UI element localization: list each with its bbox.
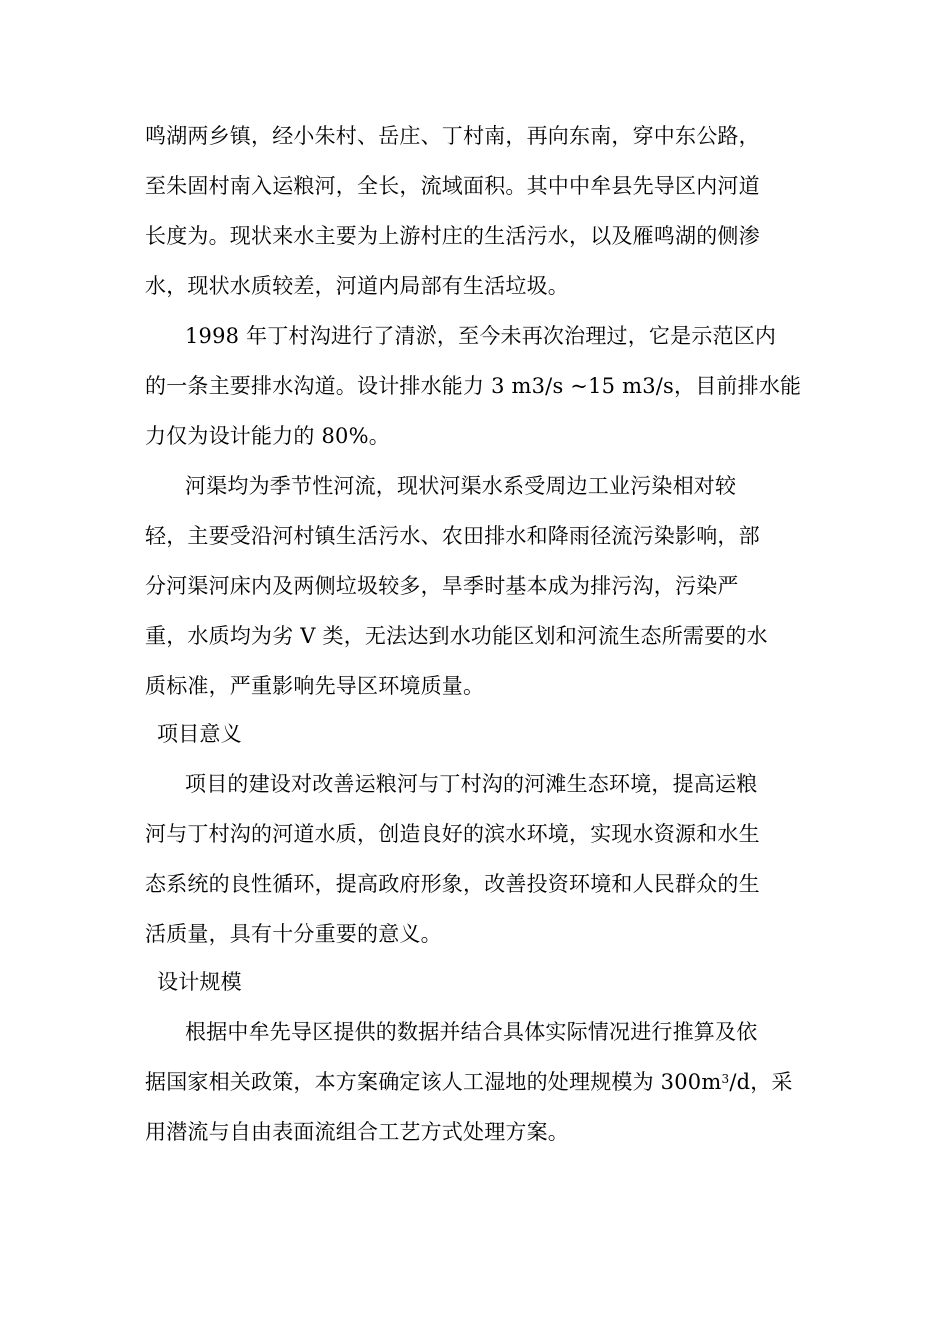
paragraph-line: 至朱固村南入运粮河，全长，流域面积。其中中牟县先导区内河道: [145, 174, 760, 198]
paragraph-line: 分河渠河床内及两侧垃圾较多，旱季时基本成为排污沟，污染严: [145, 574, 739, 598]
paragraph-line: 的一条主要排水沟道。设计排水能力 3 m3/s ~15 m3/s，目前排水能: [145, 374, 802, 398]
paragraph-line: 1998 年丁村沟进行了清淤，至今未再次治理过，它是示范区内: [185, 324, 777, 348]
section-heading-design-scale: 设计规模: [157, 970, 242, 994]
paragraph-line: 重，水质均为劣 V 类，无法达到水功能区划和河流生态所需要的水: [145, 624, 768, 648]
paragraph-line: 用潜流与自由表面流组合工艺方式处理方案。: [145, 1120, 569, 1144]
paragraph-line: [145, 1065, 793, 1099]
paragraph-line: 态系统的良性循环，提高政府形象，改善投资环境和人民群众的生: [145, 872, 760, 896]
paragraph-line: 河渠均为季节性河流，现状河渠水系受周边工业污染相对较: [185, 474, 737, 498]
paragraph-line: 轻，主要受沿河村镇生活污水、农田排水和降雨径流污染影响，部: [145, 524, 760, 548]
paragraph-line: 项目的建设对改善运粮河与丁村沟的河滩生态环境，提高运粮: [185, 772, 758, 796]
paragraph-line: 长度为。现状来水主要为上游村庄的生活污水，以及雁鸣湖的侧渗: [145, 224, 760, 248]
superscript: 3: [721, 1072, 730, 1086]
paragraph-line: 鸣湖两乡镇，经小朱村、岳庄、丁村南，再向东南，穿中东公路，: [145, 124, 760, 148]
section-heading-significance: 项目意义: [157, 722, 242, 746]
paragraph-line: 河与丁村沟的河道水质，创造良好的滨水环境，实现水资源和水生: [145, 822, 760, 846]
paragraph-line: 根据中牟先导区提供的数据并结合具体实际情况进行推算及依: [185, 1020, 758, 1044]
line-text: 据国家相关政策，本方案确定该人工湿地的处理规模为 300m: [145, 1070, 722, 1094]
paragraph-line: 力仅为设计能力的 80%。: [145, 424, 390, 448]
line-text: /d，采: [729, 1070, 793, 1094]
paragraph-line: 水，现状水质较差，河道内局部有生活垃圾。: [145, 274, 569, 298]
paragraph-line: 活质量，具有十分重要的意义。: [145, 922, 442, 946]
paragraph-line: 质标准，严重影响先导区环境质量。: [145, 674, 485, 698]
